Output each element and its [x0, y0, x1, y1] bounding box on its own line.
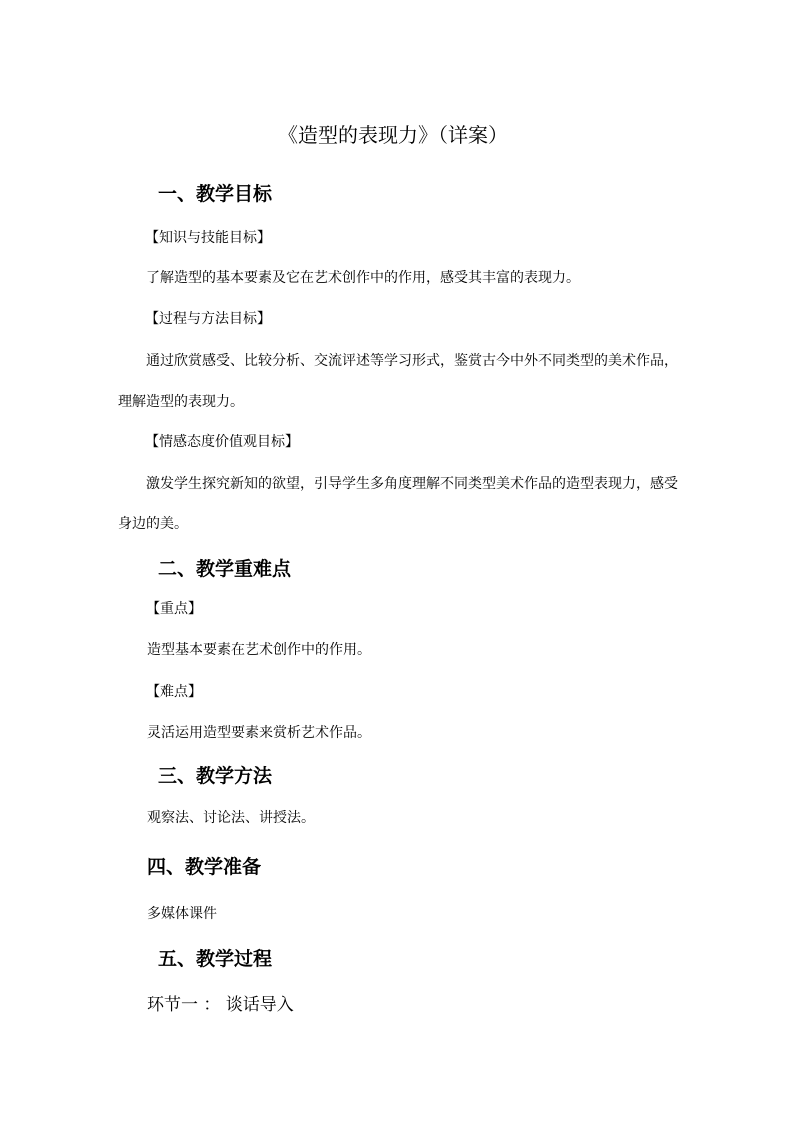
section-heading-process: 五、教学过程	[158, 948, 273, 970]
emotion-label: 【情感态度价值观目标】	[145, 434, 299, 450]
key-point-text: 造型基本要素在艺术创作中的作用。	[147, 642, 371, 658]
process-label: 【过程与方法目标】	[145, 311, 271, 327]
knowledge-text: 了解造型的基本要素及它在艺术创作中的作用，感受其丰富的表现力。	[146, 270, 580, 286]
key-point-label: 【重点】	[146, 601, 202, 617]
process-text-line2: 理解造型的表现力。	[118, 394, 244, 410]
process-step-1: 环节一 ： 谈话导入	[147, 995, 294, 1015]
document-title: 《造型的表现力》（详案）	[278, 123, 508, 147]
difficult-point-text: 灵活运用造型要素来赏析艺术作品。	[147, 725, 371, 741]
emotion-text-line1: 激发学生探究新知的欲望，引导学生多角度理解不同类型美术作品的造型表现力，感受	[146, 476, 678, 492]
knowledge-label: 【知识与技能目标】	[145, 230, 271, 246]
section-heading-methods: 三、教学方法	[158, 765, 273, 787]
preparation-text: 多媒体课件	[147, 906, 217, 922]
process-text-line1: 通过欣赏感受、比较分析、交流评述等学习形式，鉴赏古今中外不同类型的美术作品，	[146, 353, 678, 369]
section-heading-objectives: 一、教学目标	[158, 183, 273, 205]
methods-text: 观察法、讨论法、讲授法。	[147, 810, 315, 826]
section-heading-key-points: 二、教学重难点	[158, 558, 292, 580]
emotion-text-line2: 身边的美。	[118, 516, 188, 532]
section-heading-preparation: 四、教学准备	[147, 856, 262, 878]
difficult-point-label: 【难点】	[146, 684, 202, 700]
